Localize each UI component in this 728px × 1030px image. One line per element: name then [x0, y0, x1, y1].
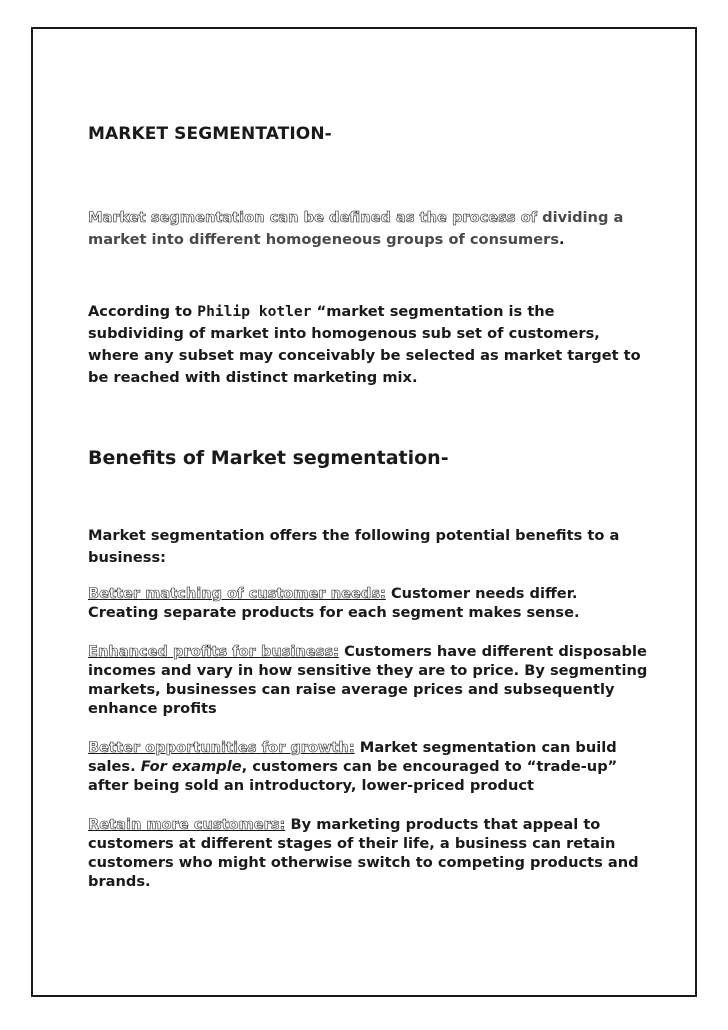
benefit-text: Customer needs differ. Creating separate products for each segment makes sense. [88, 585, 580, 621]
intro-paragraph: Market segmentation offers the following potential benefits to a business: [88, 527, 620, 566]
kotler-quote: “market segmentation is the subdividing of market into homogenous sub set of customers, where any subset may conceivably be selected as market target to be reached with distinct marketing mix. [88, 303, 641, 386]
benefit-title: Retain more customers: [88, 816, 286, 833]
benefit-title: Better matching of customer needs: [88, 585, 386, 602]
benefit-item-2 [88, 642, 648, 718]
benefit-item-1 [88, 584, 648, 622]
benefit-title: Enhanced profits for business: [88, 643, 339, 660]
kotler-paragraph [88, 301, 648, 389]
benefit-text: Market segmentation can build sales. [88, 739, 617, 775]
kotler-name: Philip kotler [197, 303, 312, 320]
definition-text: dividing a market into different homogeneous groups of consumers [88, 209, 624, 248]
benefit-title: Better opportunities for growth: [88, 739, 355, 756]
benefit-item-4 [88, 815, 648, 891]
definition-paragraph [88, 207, 648, 251]
benefits-heading: Benefits of Market segmentation- [88, 447, 449, 469]
benefit-text: By marketing products that appeal to customers at different stages of their life, a business can retain customers who might otherwise switch to competing products and brands. [88, 816, 639, 890]
definition-lead: Market segmentation can be defined as the process of [88, 209, 538, 226]
kotler-pre: According to [88, 303, 193, 320]
page-title: MARKET SEGMENTATION- [88, 124, 332, 144]
benefit-text: Customers have different disposable incomes and vary in how sensitive they are to price. By segmenting markets, businesses can raise average prices and subsequently enhance profits [88, 643, 648, 717]
benefit-text: , customers can be encouraged to “trade-up” after being sold an introductory, lower-priced product [88, 758, 618, 794]
benefit-text-italic: For example [140, 758, 242, 775]
benefit-item-3 [88, 738, 648, 795]
definition-end: . [559, 231, 565, 248]
